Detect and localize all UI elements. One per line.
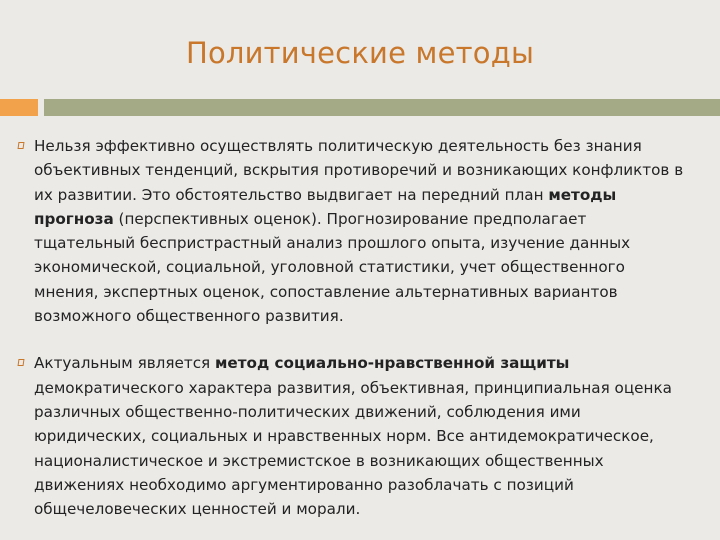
square-bullet-icon [18,359,25,366]
title-accent-orange-bar [0,99,38,116]
slide-content [34,134,690,521]
paragraph-social-moral-protection [34,351,690,521]
paragraph-forecast-methods [34,134,690,328]
slide-title: Политические методы [185,36,535,70]
paragraph-text-end: (перспективных оценок). Прогнозирование предполагает тщательный беспристрастный анализ прошлого опыта, изучение данных экономической, социальной, уголовной статистики, учет общественного мнения, экспертных оценок, сопоставление альтернативных вариантов возможного общественного развития. [34,209,631,326]
paragraph-emphasis: метод социально-нравственной защиты [215,354,570,373]
title-accent-green-bar [44,99,720,116]
paragraph-text-end: демократического характера развития, объективная, принципиальная оценка различных общественно-политических движений, соблюдения ими юридических, социальных и нравственных норм. Все антидемократическое, националистическое и экстремистское в возникающих общественных движениях необходимо аргументированно разоблачать с позиций общечеловеческих ценностей и морали. [34,378,672,519]
paragraph-emphasis: методы прогноза [34,185,617,228]
paragraph-text-start: Нельзя эффективно осуществлять политическую деятельность без знания объективных тенденций, вскрытия противоречий и возникающих конфликтов в их развитии. Это обстоятельство выдвигает на передний план [34,137,684,204]
square-bullet-icon [18,142,25,149]
paragraph-text-start: Актуальным является [34,354,216,373]
